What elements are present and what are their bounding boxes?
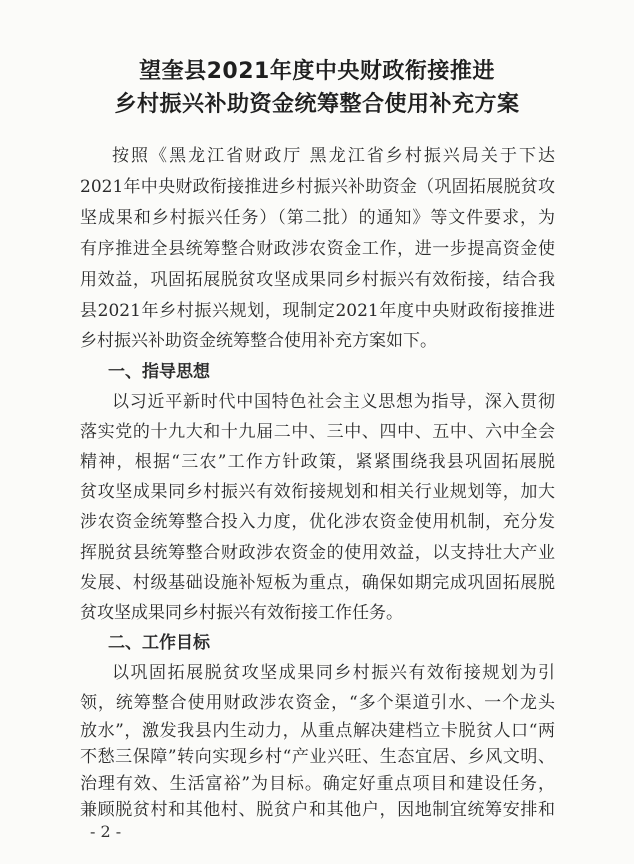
intro-line-3: 坚成果和乡村振兴任务）（第二批）的通知》等文件要求，为 [80,208,555,228]
document-title-line-2: 乡村振兴补助资金统筹整合使用补充方案 [114,92,520,117]
section-1-line-3: 精神，根据“三农”工作方针政策，紧紧围绕我县巩固拓展脱 [80,452,555,472]
intro-line-4: 有序推进全县统筹整合财政涉农资金工作，进一步提高资金使 [80,239,555,259]
page-number: - 2 - [90,822,122,841]
section-1-line-5: 涉农资金统筹整合投入力度，优化涉农资金使用机制，充分发 [80,512,555,532]
section-2-line-1: 以巩固拓展脱贫攻坚成果同乡村振兴有效衔接规划为引 [112,663,555,683]
intro-line-7: 乡村振兴补助资金统筹整合使用补充方案如下。 [80,331,437,351]
intro-line-5: 用效益，巩固拓展脱贫攻坚成果同乡村振兴有效衔接，结合我 [80,270,555,290]
document-title-line-1: 望奎县2021年度中央财政衔接推进 [139,59,495,84]
section-1-line-2: 落实党的十九大和十九届二中、三中、四中、五中、六中全会 [80,422,555,442]
section-1-line-1: 以习近平新时代中国特色社会主义思想为指导，深入贯彻 [112,392,555,412]
section-1-heading: 一、指导思想 [108,362,210,382]
intro-line-2: 2021年中央财政衔接推进乡村振兴补助资金（巩固拓展脱贫攻 [80,177,555,197]
section-2-heading: 二、工作目标 [108,633,210,653]
section-2-line-6: 兼顾脱贫村和其他村、脱贫户和其他户，因地制宜统筹安排和 [80,800,555,820]
section-2-line-2: 领，统筹整合使用财政涉农资金，“多个渠道引水、一个龙头 [80,693,555,713]
section-2-line-3: 放水”，激发我县内生动力，从重点解决建档立卡脱贫人口“两 [80,721,555,741]
section-1-line-8: 贫攻坚成果同乡村振兴有效衔接工作任务。 [80,603,403,623]
section-2-line-5: 治理有效、生活富裕”为目标。确定好重点项目和建设任务， [80,774,555,794]
section-1-line-6: 挥脱贫县统筹整合财政涉农资金的使用效益，以支持壮大产业 [80,543,555,563]
intro-line-6: 县2021年乡村振兴规划，现制定2021年度中央财政衔接推进 [80,301,555,321]
section-1-line-4: 贫攻坚成果同乡村振兴有效衔接规划和相关行业规划等，加大 [80,482,555,502]
intro-line-1: 按照《黑龙江省财政厅 黑龙江省乡村振兴局关于下达 [112,146,555,166]
section-1-line-7: 发展、村级基础设施补短板为重点，确保如期完成巩固拓展脱 [80,573,555,593]
section-2-line-4: 不愁三保障”转向实现乡村“产业兴旺、生态宜居、乡风文明、 [80,747,555,767]
